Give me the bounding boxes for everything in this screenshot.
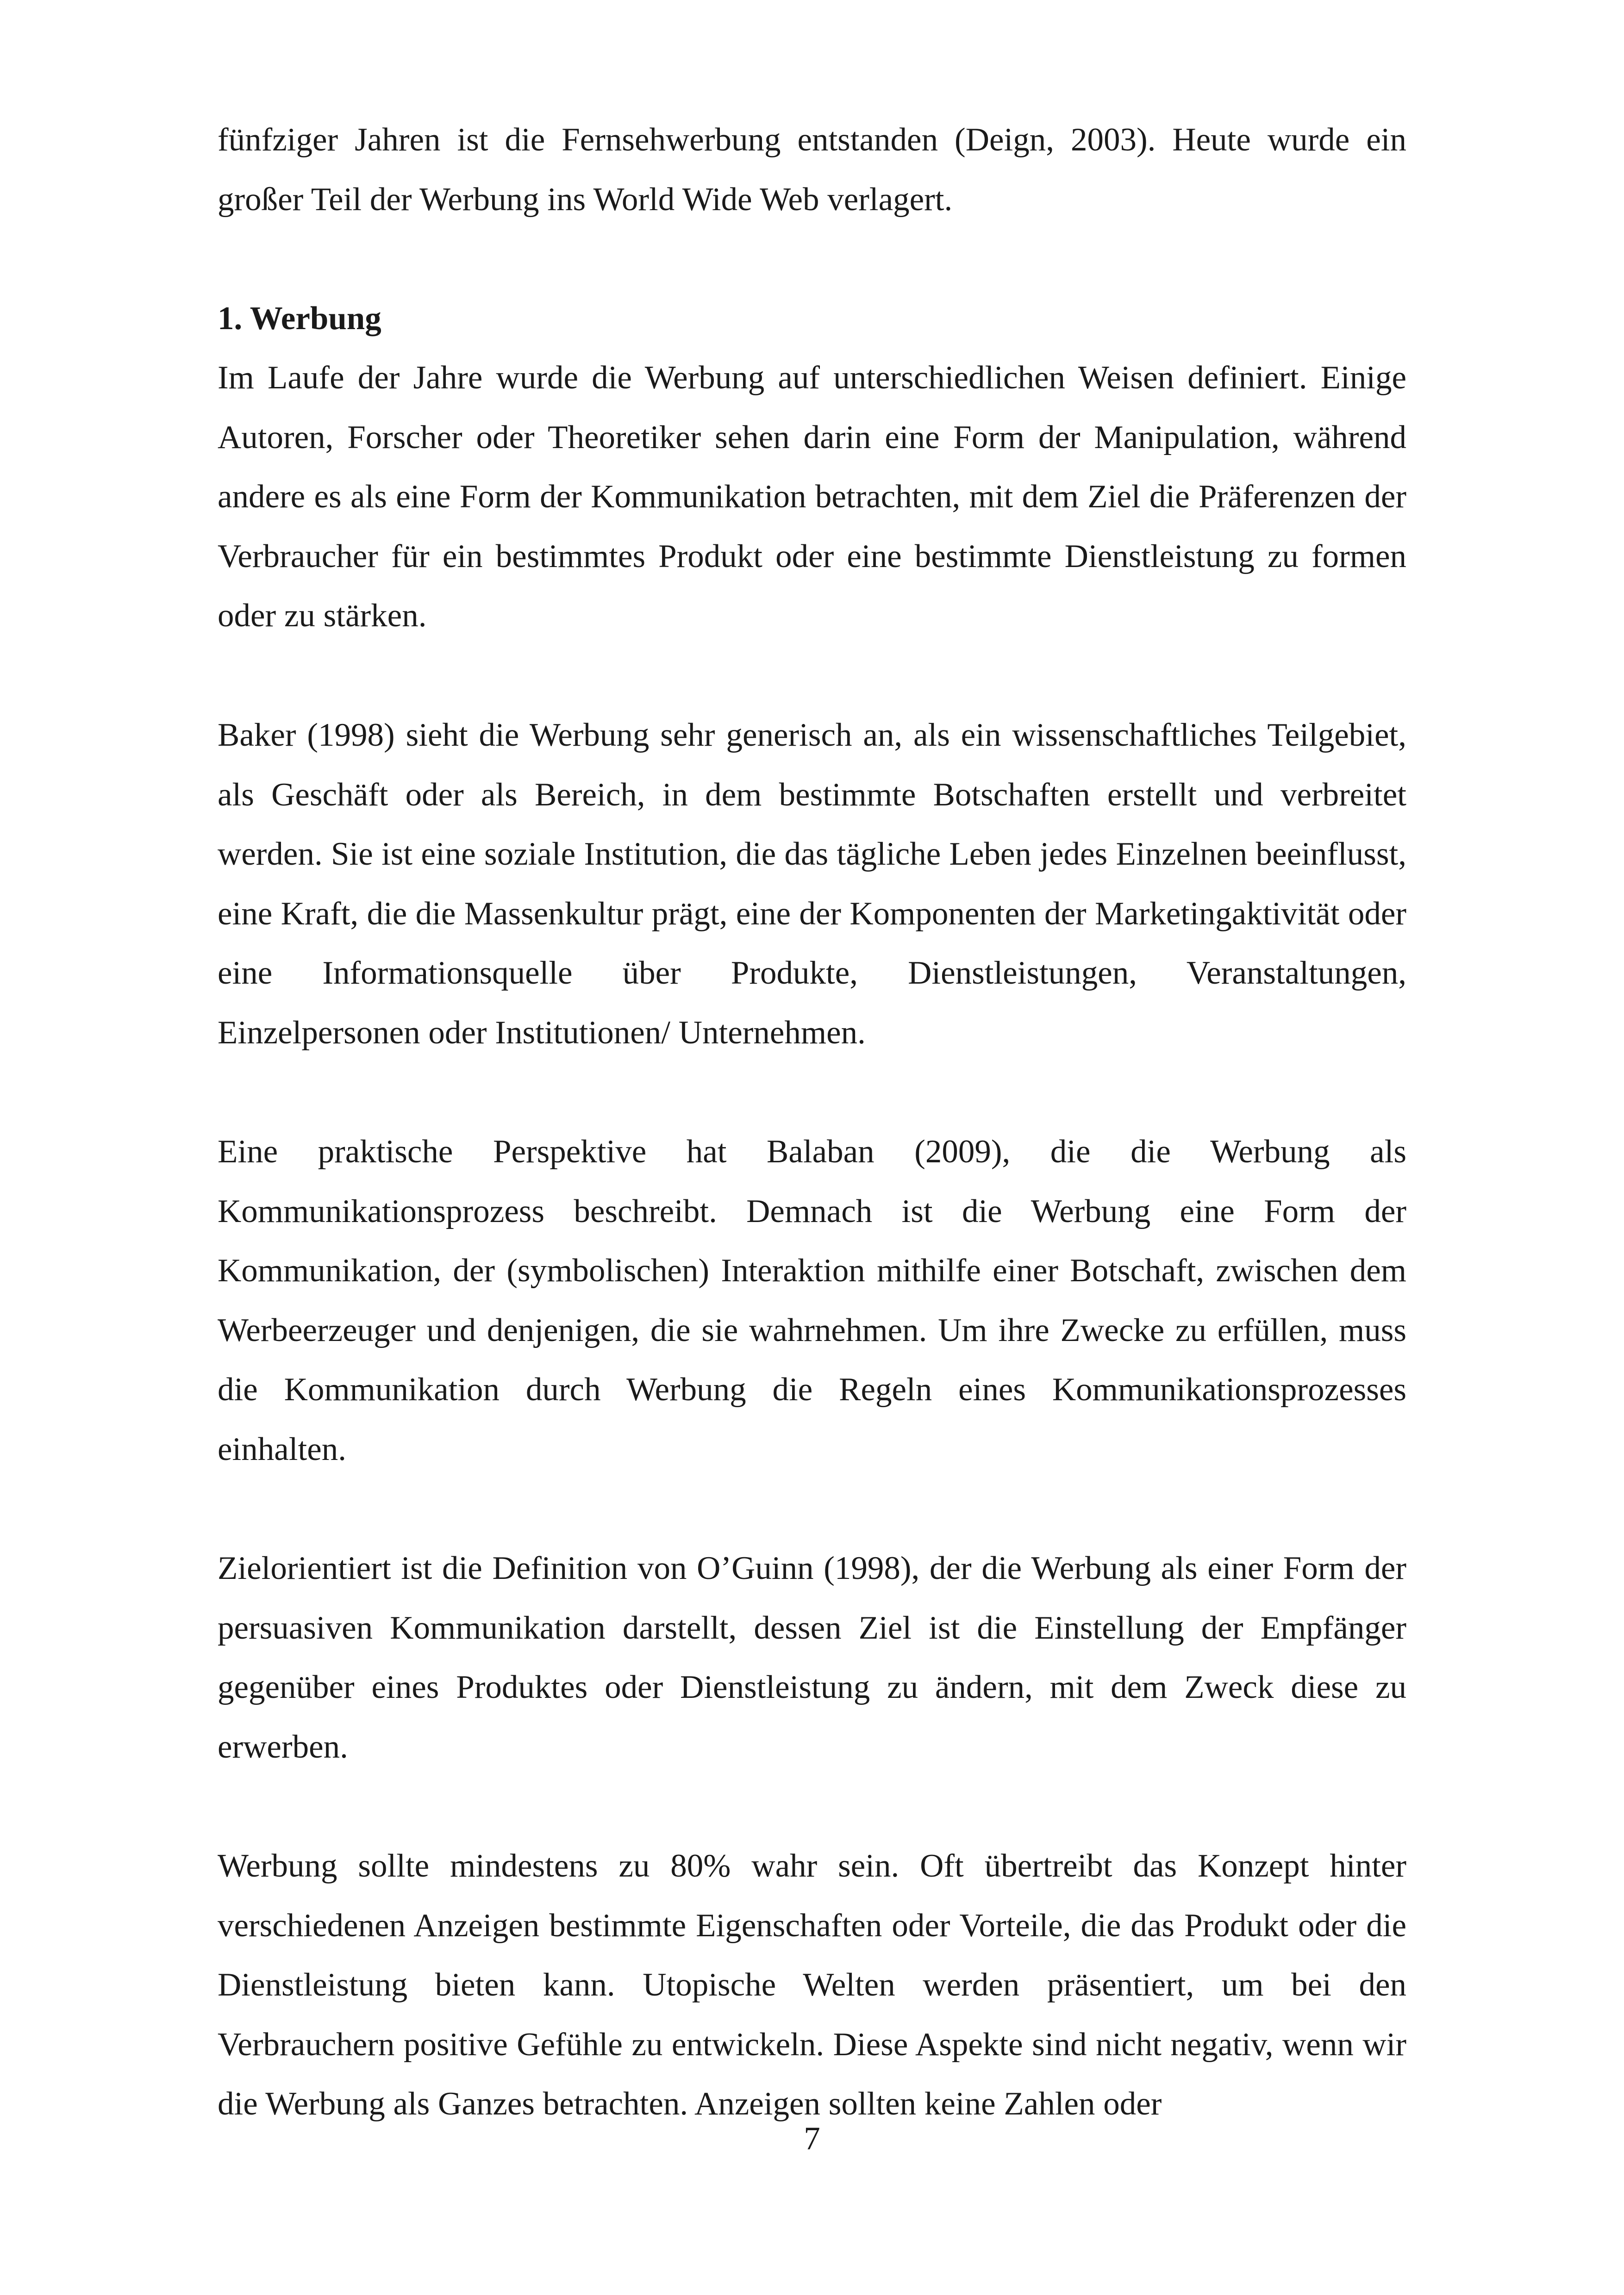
page-number: 7 (804, 2120, 820, 2157)
paragraph-oguinn: Zielorientiert ist die Definition von O’Guinn (1998), der die Werbung als einer Form der persuasiven Kommunikation darstellt, dessen Ziel ist die Einstellung der Empfänger gegenüber eines Produktes oder Dienstleistung zu ändern, mit dem Zweck diese zu erwerben. (218, 1550, 1406, 1765)
paragraph-truth: Werbung sollte mindestens zu 80% wahr sein. Oft übertreibt das Konzept hinter verschiedenen Anzeigen bestimmte Eigenschaften oder Vorteile, die das Produkt oder die Dienstleistung bieten kann. Utopische Welten werden präsentiert, um bei den Verbrauchern positive Gefühle zu entwickeln. Diese Aspekte sind nicht negativ, wenn wir die Werbung als Ganzes betrachten. Anzeigen sollten keine Zahlen oder (218, 1848, 1406, 2122)
paragraph-baker: Baker (1998) sieht die Werbung sehr generisch an, als ein wissenschaftliches Teilgebiet, als Geschäft oder als Bereich, in dem bestimmte Botschaften erstellt und verbreitet werden. Sie ist eine soziale Institution, die das tägliche Leben jedes Einzelnen beeinflusst, eine Kraft, die die Massenkultur prägt, eine der Komponenten der Marketingaktivität oder eine Informationsquelle über Produkte, Dienstleistungen, Veranstaltungen, Einzelpersonen oder Institutionen/ Unternehmen. (218, 717, 1406, 1051)
intro-paragraph: fünfziger Jahren ist die Fernsehwerbung entstanden (Deign, 2003). Heute wurde ein großer Teil der Werbung ins World Wide Web verlagert. (218, 122, 1406, 218)
paragraph-definitions: Im Laufe der Jahre wurde die Werbung auf unterschiedlichen Weisen definiert. Einige Autoren, Forscher oder Theoretiker sehen darin eine Form der Manipulation, während andere es als eine Form der Kommunikation betrachten, mit dem Ziel die Präferenzen der Verbraucher für ein bestimmtes Produkt oder eine bestimmte Dienstleistung zu formen oder zu stärken. (218, 360, 1406, 634)
section-heading: 1. Werbung (218, 300, 381, 337)
paragraph-balaban: Eine praktische Perspektive hat Balaban (2009), die die Werbung als Kommunikationsprozess beschreibt. Demnach ist die Werbung eine Form der Kommunikation, der (symbolischen) Interaktion mithilfe einer Botschaft, zwischen dem Werbeerzeuger und denjenigen, die sie wahrnehmen. Um ihre Zwecke zu erfüllen, muss die Kommunikation durch Werbung die Regeln eines Kommunikationsprozesses einhalten. (218, 1134, 1406, 1467)
